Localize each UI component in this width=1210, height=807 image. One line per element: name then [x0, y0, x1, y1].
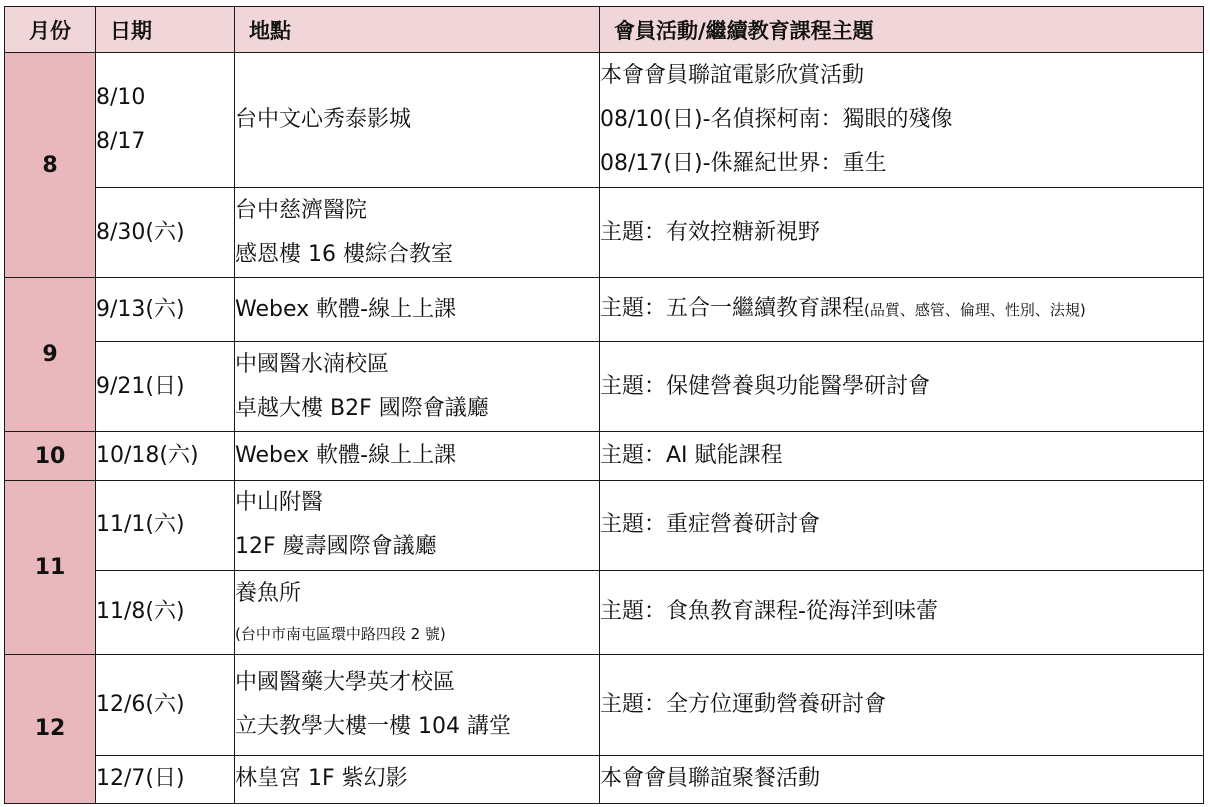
topic-text: 主題：全方位運動營養研討會 [600, 691, 887, 717]
location-text: Webex 軟體-線上上課 [235, 296, 457, 322]
topic-text: 主題：AI 賦能課程 [600, 443, 783, 468]
date-cell [96, 570, 235, 654]
topic-text: 主題：重症營養研討會 [600, 512, 821, 538]
topic-text: 本會會員聯誼聚餐活動 [600, 766, 821, 792]
table-row [5, 480, 1204, 570]
table-header-row [5, 7, 1204, 53]
location-text: 台中慈濟醫院 [235, 197, 368, 223]
date-text: 11/8(六) [96, 599, 185, 625]
table-row [5, 570, 1204, 654]
location-note-text: (台中市南屯區環中路四段 2 號) [235, 625, 446, 644]
topic-cell [600, 432, 1204, 480]
table-row [5, 188, 1204, 278]
location-text: 卓越大樓 B2F 國際會議廳 [235, 395, 489, 421]
date-cell [96, 53, 235, 188]
topic-text: 08/10(日)-名偵探柯南：獨眼的殘像 [600, 107, 953, 133]
date-text: 8/17 [96, 129, 146, 155]
table-row [5, 278, 1204, 342]
month-cell: 8 [5, 53, 96, 278]
date-text: 8/10 [96, 85, 146, 111]
location-cell [235, 342, 600, 432]
location-cell [235, 432, 600, 480]
location-cell [235, 654, 600, 755]
topic-text: 主題：有效控糖新視野 [600, 219, 821, 245]
topic-cell [600, 755, 1204, 803]
header-month: 月份 [5, 7, 96, 53]
date-cell [96, 654, 235, 755]
topic-cell [600, 342, 1204, 432]
month-cell: 11 [5, 480, 96, 654]
table-row [5, 432, 1204, 480]
month-cell: 12 [5, 654, 96, 803]
date-text: 12/7(日) [96, 766, 185, 792]
header-date: 日期 [96, 7, 235, 53]
date-text: 9/21(日) [96, 373, 185, 399]
location-cell [235, 188, 600, 278]
date-text: 8/30(六) [96, 219, 185, 245]
date-text: 9/13(六) [96, 296, 185, 322]
date-cell [96, 278, 235, 342]
date-cell [96, 480, 235, 570]
topic-cell [600, 654, 1204, 755]
date-cell [96, 755, 235, 803]
location-cell [235, 278, 600, 342]
topic-text: 08/17(日)-侏羅紀世界：重生 [600, 151, 887, 177]
topic-cell [600, 53, 1204, 188]
location-text: 中山附醫 [235, 490, 324, 516]
topic-cell [600, 480, 1204, 570]
header-topic: 會員活動/繼續教育課程主題 [600, 7, 1204, 53]
table-row [5, 342, 1204, 432]
table-row [5, 654, 1204, 755]
location-cell [235, 53, 600, 188]
location-text: 感恩樓 16 樓綜合教室 [235, 241, 453, 267]
date-cell [96, 432, 235, 480]
topic-cell [600, 570, 1204, 654]
location-cell [235, 570, 600, 654]
location-text: 養魚所 [235, 581, 302, 607]
location-text: 林皇宮 1F 紫幻影 [235, 766, 408, 792]
topic-note-text: (品質、感管、倫理、性別、法規) [864, 301, 1086, 320]
topic-main-text: 主題：五合一繼續教育課程 [600, 296, 865, 322]
location-text: 12F 慶壽國際會議廳 [235, 534, 437, 560]
date-text: 10/18(六) [96, 443, 199, 468]
topic-text: 主題：保健營養與功能醫學研討會 [600, 373, 931, 399]
location-text: Webex 軟體-線上上課 [235, 443, 457, 468]
table-row [5, 755, 1204, 803]
date-text: 11/1(六) [96, 512, 185, 538]
location-cell [235, 755, 600, 803]
date-cell [96, 342, 235, 432]
month-cell: 10 [5, 432, 96, 480]
location-text: 台中文心秀泰影城 [235, 107, 412, 133]
date-text: 12/6(六) [96, 691, 185, 717]
topic-text [600, 287, 1203, 332]
table-row [5, 53, 1204, 188]
month-cell: 9 [5, 278, 96, 432]
location-cell [235, 480, 600, 570]
location-text: 中國醫水湳校區 [235, 351, 390, 377]
topic-cell [600, 188, 1204, 278]
activity-schedule-table [4, 6, 1204, 804]
topic-cell [600, 278, 1204, 342]
topic-text: 主題：食魚教育課程-從海洋到味蕾 [600, 599, 938, 625]
date-cell [96, 188, 235, 278]
header-location: 地點 [235, 7, 600, 53]
topic-text: 本會會員聯誼電影欣賞活動 [600, 63, 865, 89]
location-text: 中國醫藥大學英才校區 [235, 669, 456, 695]
location-text: 立夫教學大樓一樓 104 講堂 [235, 713, 511, 739]
